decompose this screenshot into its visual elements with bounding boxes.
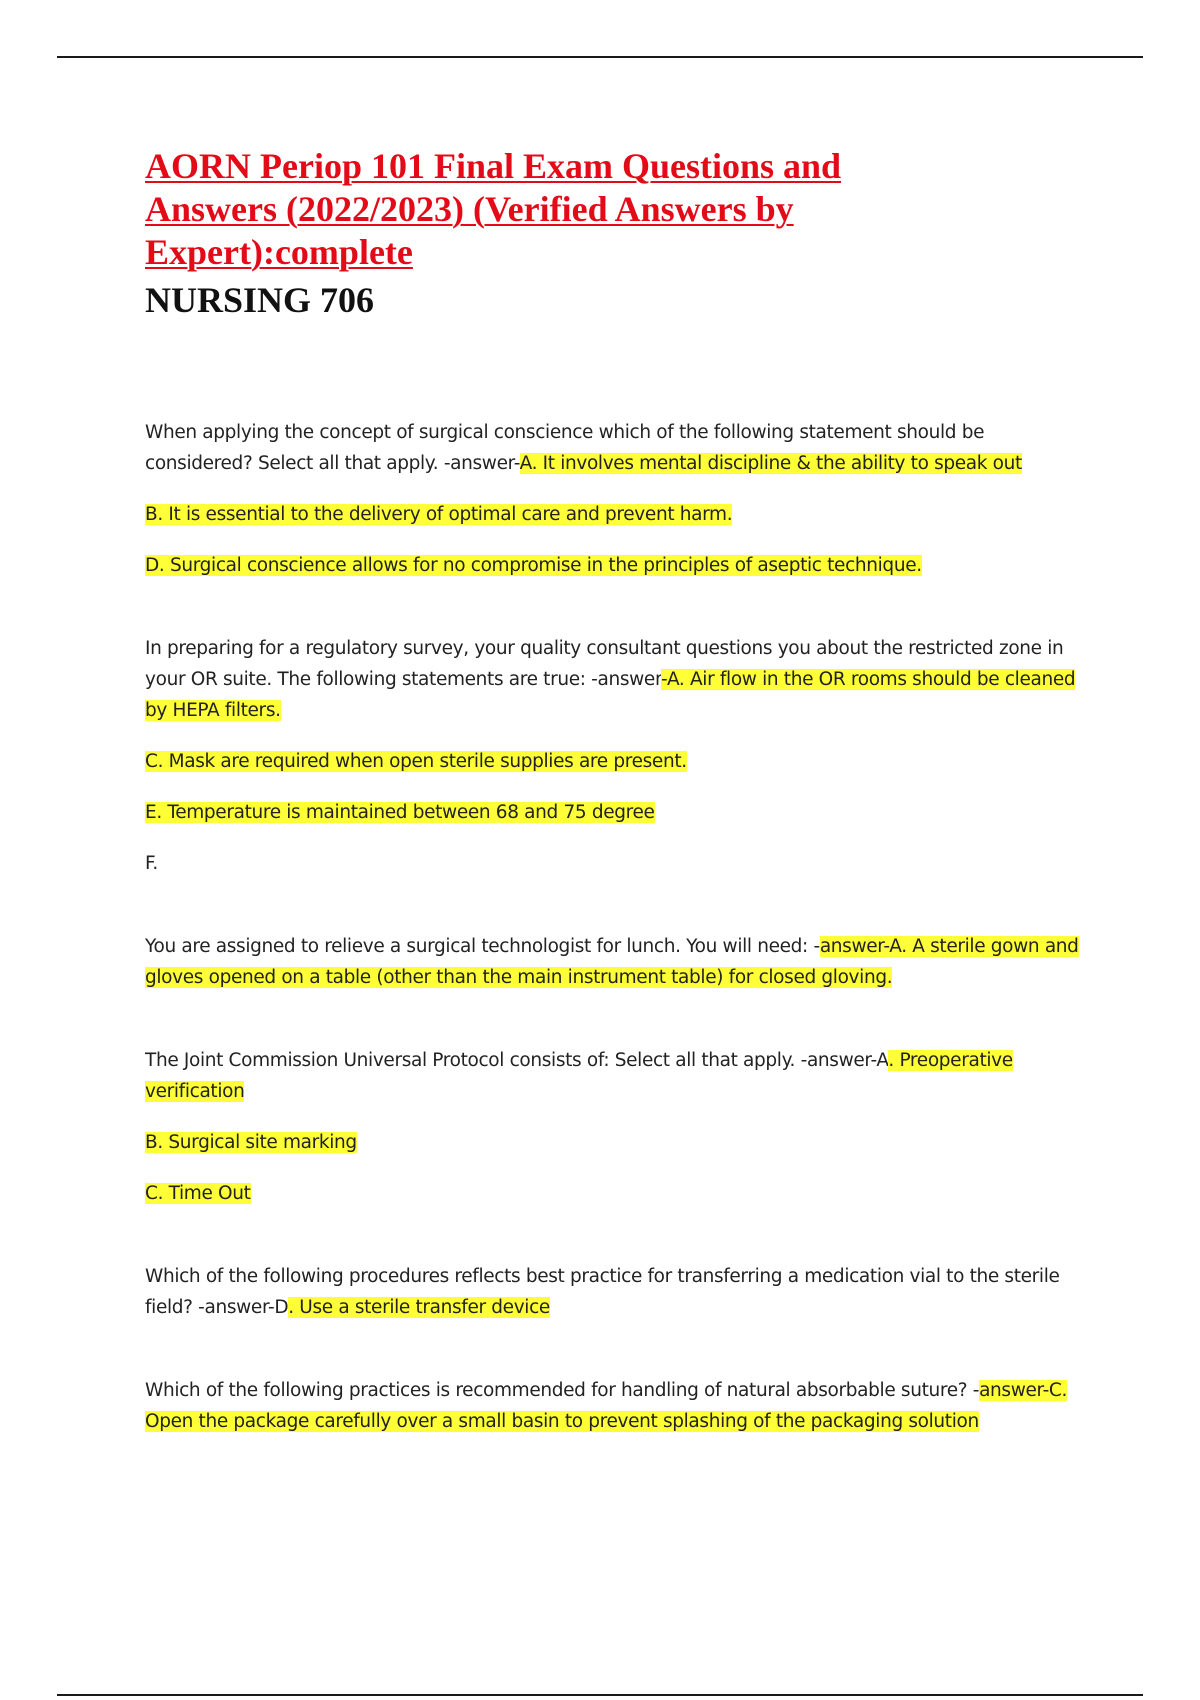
question-text: Which of the following procedures reflects best practice for transferring a medication vial to the sterile field? -answer-D	[145, 1266, 1060, 1318]
qa-item	[145, 931, 1095, 993]
answer-paragraph	[145, 1127, 1095, 1158]
document-title: AORN Periop 101 Final Exam Questions and Answers (2022/2023) (Verified Answers by Expert):complete	[145, 146, 842, 272]
document-body	[145, 145, 1095, 1489]
answer-highlight: . Preoperative verification	[145, 1050, 1013, 1102]
course-code: NURSING 706	[145, 280, 375, 320]
qa-item	[145, 1045, 1095, 1209]
answer-highlight: C. Time Out	[145, 1183, 251, 1204]
qa-list	[145, 417, 1095, 1437]
question-text: Which of the following practices is recommended for handling of natural absorbable suture? -	[145, 1380, 980, 1401]
answer-highlight: B. It is essential to the delivery of optimal care and prevent harm.	[145, 504, 733, 525]
answer-highlight: answer-C. Open the package carefully over a small basin to prevent splashing of the packaging solution	[145, 1380, 1068, 1432]
question-paragraph	[145, 1375, 1095, 1437]
qa-item	[145, 417, 1095, 581]
qa-item	[145, 1375, 1095, 1437]
answer-text: F.	[145, 853, 158, 874]
answer-highlight: . Use a sterile transfer device	[288, 1297, 550, 1318]
qa-item	[145, 633, 1095, 879]
question-text: The Joint Commission Universal Protocol consists of: Select all that apply. -answer-A	[145, 1050, 889, 1071]
answer-highlight: C. Mask are required when open sterile supplies are present.	[145, 751, 687, 772]
answer-highlight: B. Surgical site marking	[145, 1132, 357, 1153]
question-paragraph	[145, 931, 1095, 993]
question-text: You are assigned to relieve a surgical technologist for lunch. You will need: -	[145, 936, 820, 957]
top-rule	[57, 56, 1143, 58]
answer-paragraph	[145, 550, 1095, 581]
question-text: In preparing for a regulatory survey, your quality consultant questions you about the restricted zone in your OR suite. The following statements are true: -answer	[145, 638, 1064, 690]
question-text: When applying the concept of surgical conscience which of the following statement should be considered? Select all that apply. -answer-	[145, 422, 985, 474]
answer-paragraph	[145, 1178, 1095, 1209]
answer-paragraph	[145, 848, 1095, 879]
answer-paragraph	[145, 746, 1095, 777]
answer-paragraph	[145, 499, 1095, 530]
question-paragraph	[145, 417, 1095, 479]
question-paragraph	[145, 1045, 1095, 1107]
answer-highlight: D. Surgical conscience allows for no compromise in the principles of aseptic technique.	[145, 555, 922, 576]
qa-item	[145, 1261, 1095, 1323]
question-paragraph	[145, 1261, 1095, 1323]
answer-highlight: E. Temperature is maintained between 68 and 75 degree	[145, 802, 655, 823]
bottom-rule	[57, 1694, 1143, 1696]
answer-highlight: A. It involves mental discipline & the ability to speak out	[519, 453, 1022, 474]
answer-paragraph	[145, 797, 1095, 828]
answer-highlight: -A. Air flow in the OR rooms should be cleaned by HEPA filters.	[145, 669, 1076, 721]
answer-highlight: answer-A. A sterile gown and gloves opened on a table (other than the main instrument table) for closed gloving.	[145, 936, 1079, 988]
question-paragraph	[145, 633, 1095, 726]
